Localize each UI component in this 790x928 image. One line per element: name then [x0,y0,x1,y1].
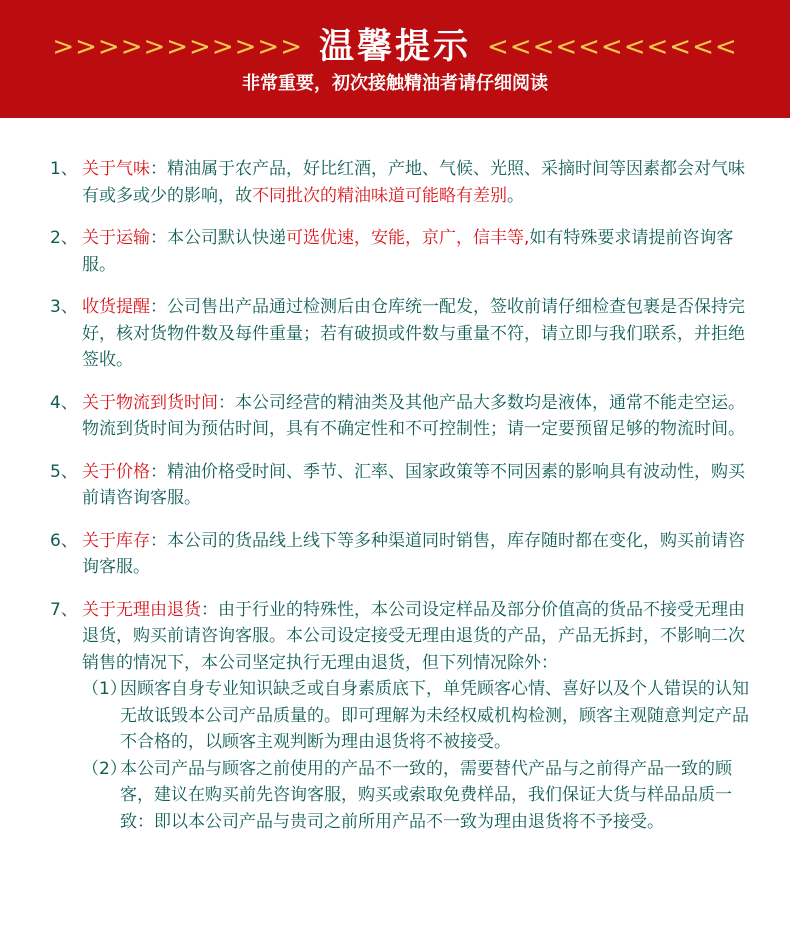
item-text: ：精油价格受时间、季节、汇率、国家政策等不同因素的影响具有波动性，购买前请咨询客服。 [82,461,745,508]
title-row [0,22,790,72]
item-label: 关于运输 [82,228,150,248]
arrows-right-decoration: <<<<<<<<<<< [487,32,738,62]
item-label: 关于库存 [82,530,150,551]
notice-item-returns [50,597,760,836]
header-banner [0,0,790,118]
item-number: 3、 [50,297,78,317]
item-text: ：由于行业的特殊性，本公司设定样品及部分价值高的货品不接受无理由退货，购买前请咨询客服。本公司设定接受无理由退货的产品，产品无拆封，不影响二次销售的情况下，本公司坚定执行无理由退货，但下列情况除外： [82,599,745,673]
item-number: 7、 [50,599,78,620]
item-number: 1、 [50,159,78,179]
item-highlight: 可选优速，安能，京广，信丰等, [286,228,530,248]
exception-number: （1） [82,679,127,699]
item-text-end: 。 [507,185,524,206]
return-exception-1 [82,676,760,756]
item-label: 关于物流到货时间 [82,392,218,413]
notice-item-price [50,459,760,512]
notice-item-smell [50,156,760,209]
notice-item-receipt [50,294,760,374]
notice-item-stock [50,528,760,581]
item-highlight: 不同批次的精油味道可能略有差别 [252,185,507,206]
page-subtitle: 非常重要，初次接触精油者请仔细阅读 [242,73,548,94]
exception-text: 本公司产品与顾客之前使用的产品不一致的，需要替代产品与之前得产品一致的顾客，建议在购买前先咨询客服，购买或索取免费样品，我们保证大货与样品品质一致：即以本公司产品与贵司之前所用产品不一致为理由退货将不予接受。 [120,758,732,832]
return-exception-2 [82,756,760,836]
item-number: 2、 [50,228,78,248]
item-text: ：本公司经营的精油类及其他产品大多数均是液体，通常不能走空运。物流到货时间为预估时间，具有不确定性和不可控制性；请一定要预留足够的物流时间。 [82,392,745,439]
item-text-end: 如有特殊要求请提前咨询客服。 [82,228,734,275]
item-label: 收货提醒 [82,297,150,317]
item-text: ：本公司默认快递 [150,228,286,248]
exception-text: 因顾客自身专业知识缺乏或自身素质底下，单凭顾客心情、喜好以及个人错误的认知无故诋毁本公司产品质量的。即可理解为未经权威机构检测，顾客主观随意判定产品不合格的，以顾客主观判断为理由退货将不被接受。 [120,679,749,752]
item-number: 4、 [50,392,78,413]
notice-list [50,156,760,851]
item-text: ：本公司的货品线上线下等多种渠道同时销售，库存随时都在变化，购买前请咨询客服。 [82,530,745,577]
exception-number: （2） [82,758,127,779]
item-text: ：精油属于农产品，好比红酒，产地、气候、光照、采摘时间等因素都会对气味有或多或少的影响，故 [82,159,745,206]
arrows-left-decoration: >>>>>>>>>>> [52,32,303,62]
notice-item-shipping [50,225,760,278]
item-label: 关于价格 [82,461,150,482]
item-label: 关于无理由退货 [82,599,201,620]
item-number: 5、 [50,461,78,482]
item-number: 6、 [50,530,78,551]
page-title: 温馨提示 [318,27,471,67]
item-text: ：公司售出产品通过检测后由仓库统一配发，签收前请仔细检查包裹是否保持完好，核对货物件数及每件重量；若有破损或件数与重量不符，请立即与我们联系，并拒绝签收。 [82,297,745,370]
notice-item-delivery-time [50,390,760,443]
item-label: 关于气味 [82,159,150,179]
